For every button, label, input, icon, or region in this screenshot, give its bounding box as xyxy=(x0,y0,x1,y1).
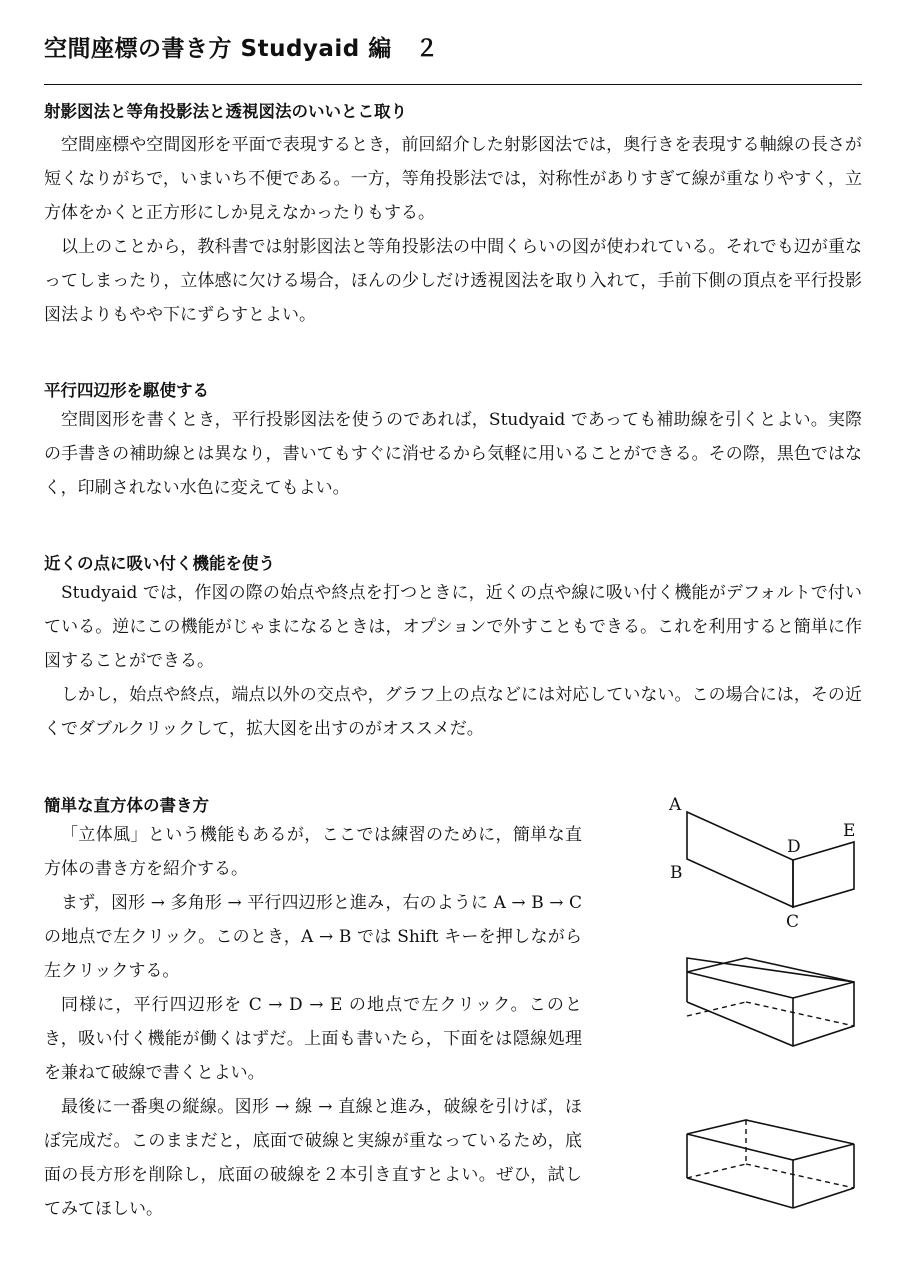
section-heading-projection: 射影図法と等角投影法と透視図法のいいとこ取り xyxy=(44,102,407,121)
cuboid-outline xyxy=(687,958,854,1046)
right-face-parallelogram xyxy=(793,842,854,907)
cuboid-figures xyxy=(660,790,870,1230)
paragraph: 最後に一番奥の縦線。図形 → 線 → 直線と進み，破線を引けば，ほぼ完成だ。このままだと，底面で破線と実線が重なっているため，底面の長方形を削除し，底面の破線を２本引き直すとよい。ぜひ，試してみてほしい。 xyxy=(44,1097,582,1219)
label-d: D xyxy=(787,837,801,857)
top-face xyxy=(687,1120,854,1160)
label-e: E xyxy=(843,821,856,841)
hidden-edge xyxy=(746,1164,854,1188)
section-heading-snap: 近くの点に吸い付く機能を使う xyxy=(44,554,275,573)
page-title: 空間座標の書き方 Studyaid 編 ２ xyxy=(44,36,439,62)
cuboid-complete-figure xyxy=(660,1120,870,1230)
hidden-edge xyxy=(746,1002,854,1026)
label-c: C xyxy=(786,912,800,932)
cuboid-dashed-bottom-figure xyxy=(660,958,870,1068)
section-heading-parallelogram: 平行四辺形を駆使する xyxy=(44,381,209,400)
paragraph: しかし，始点や終点，端点以外の交点や，グラフ上の点などには対応していない。この場合には，その近くでダブルクリックして，拡大図を出すのがオススメだ。 xyxy=(44,685,862,739)
title-divider xyxy=(44,84,862,85)
label-b: B xyxy=(670,863,683,883)
paragraph: 空間図形を書くとき，平行投影図法を使うのであれば，Studyaid であっても補助線を引くとよい。実際の手書きの補助線とは異なり，書いてもすぐに消せるから気軽に用いることができる。その際，黒色ではなく，印刷されない水色に変えてもよい。 xyxy=(44,410,862,498)
left-face-parallelogram xyxy=(687,812,793,907)
label-a: A xyxy=(669,795,682,815)
paragraph: 「立体風」という機能もあるが，ここでは練習のために，簡単な直方体の書き方を紹介する。 xyxy=(44,825,582,879)
parallelogram-steps-figure xyxy=(660,790,870,940)
paragraph: まず，図形 → 多角形 → 平行四辺形と進み，右のように A → B → C の地点で左クリック。このとき，A → B では Shift キーを押しながら左クリックする。 xyxy=(44,893,582,981)
top-front-edge xyxy=(687,972,793,998)
paragraph: 以上のことから，教科書では射影図法と等角投影法の中間くらいの図が使われている。それでも辺が重なってしまったり，立体感に欠ける場合，ほんの少しだけ透視図法を取り入れて，手前下側の頂点を平行投影図法よりもやや下にずらすとよい。 xyxy=(44,237,862,325)
paragraph: 空間座標や空間図形を平面で表現するとき，前回紹介した射影図法では，奥行きを表現する軸線の長さが短くなりがちで，いまいち不便である。一方，等角投影法では，対称性がありすぎて線が重なりやすく，立方体をかくと正方形にしか見えなかったりもする。 xyxy=(44,135,862,223)
section-heading-cuboid: 簡単な直方体の書き方 xyxy=(44,796,209,815)
paragraph: Studyaid では，作図の際の始点や終点を打つときに，近くの点や線に吸い付く機能がデフォルトで付いている。逆にこの機能がじゃまになるときは，オプションで外すこともできる。これを利用すると簡単に作図することができる。 xyxy=(44,583,862,671)
hidden-edge xyxy=(687,1164,746,1178)
paragraph: 同様に，平行四辺形を C → D → E の地点で左クリック。このとき，吸い付く機能が働くはずだ。上面も書いたら，下面をは隠線処理を兼ねて破線で書くとよい。 xyxy=(44,995,582,1083)
